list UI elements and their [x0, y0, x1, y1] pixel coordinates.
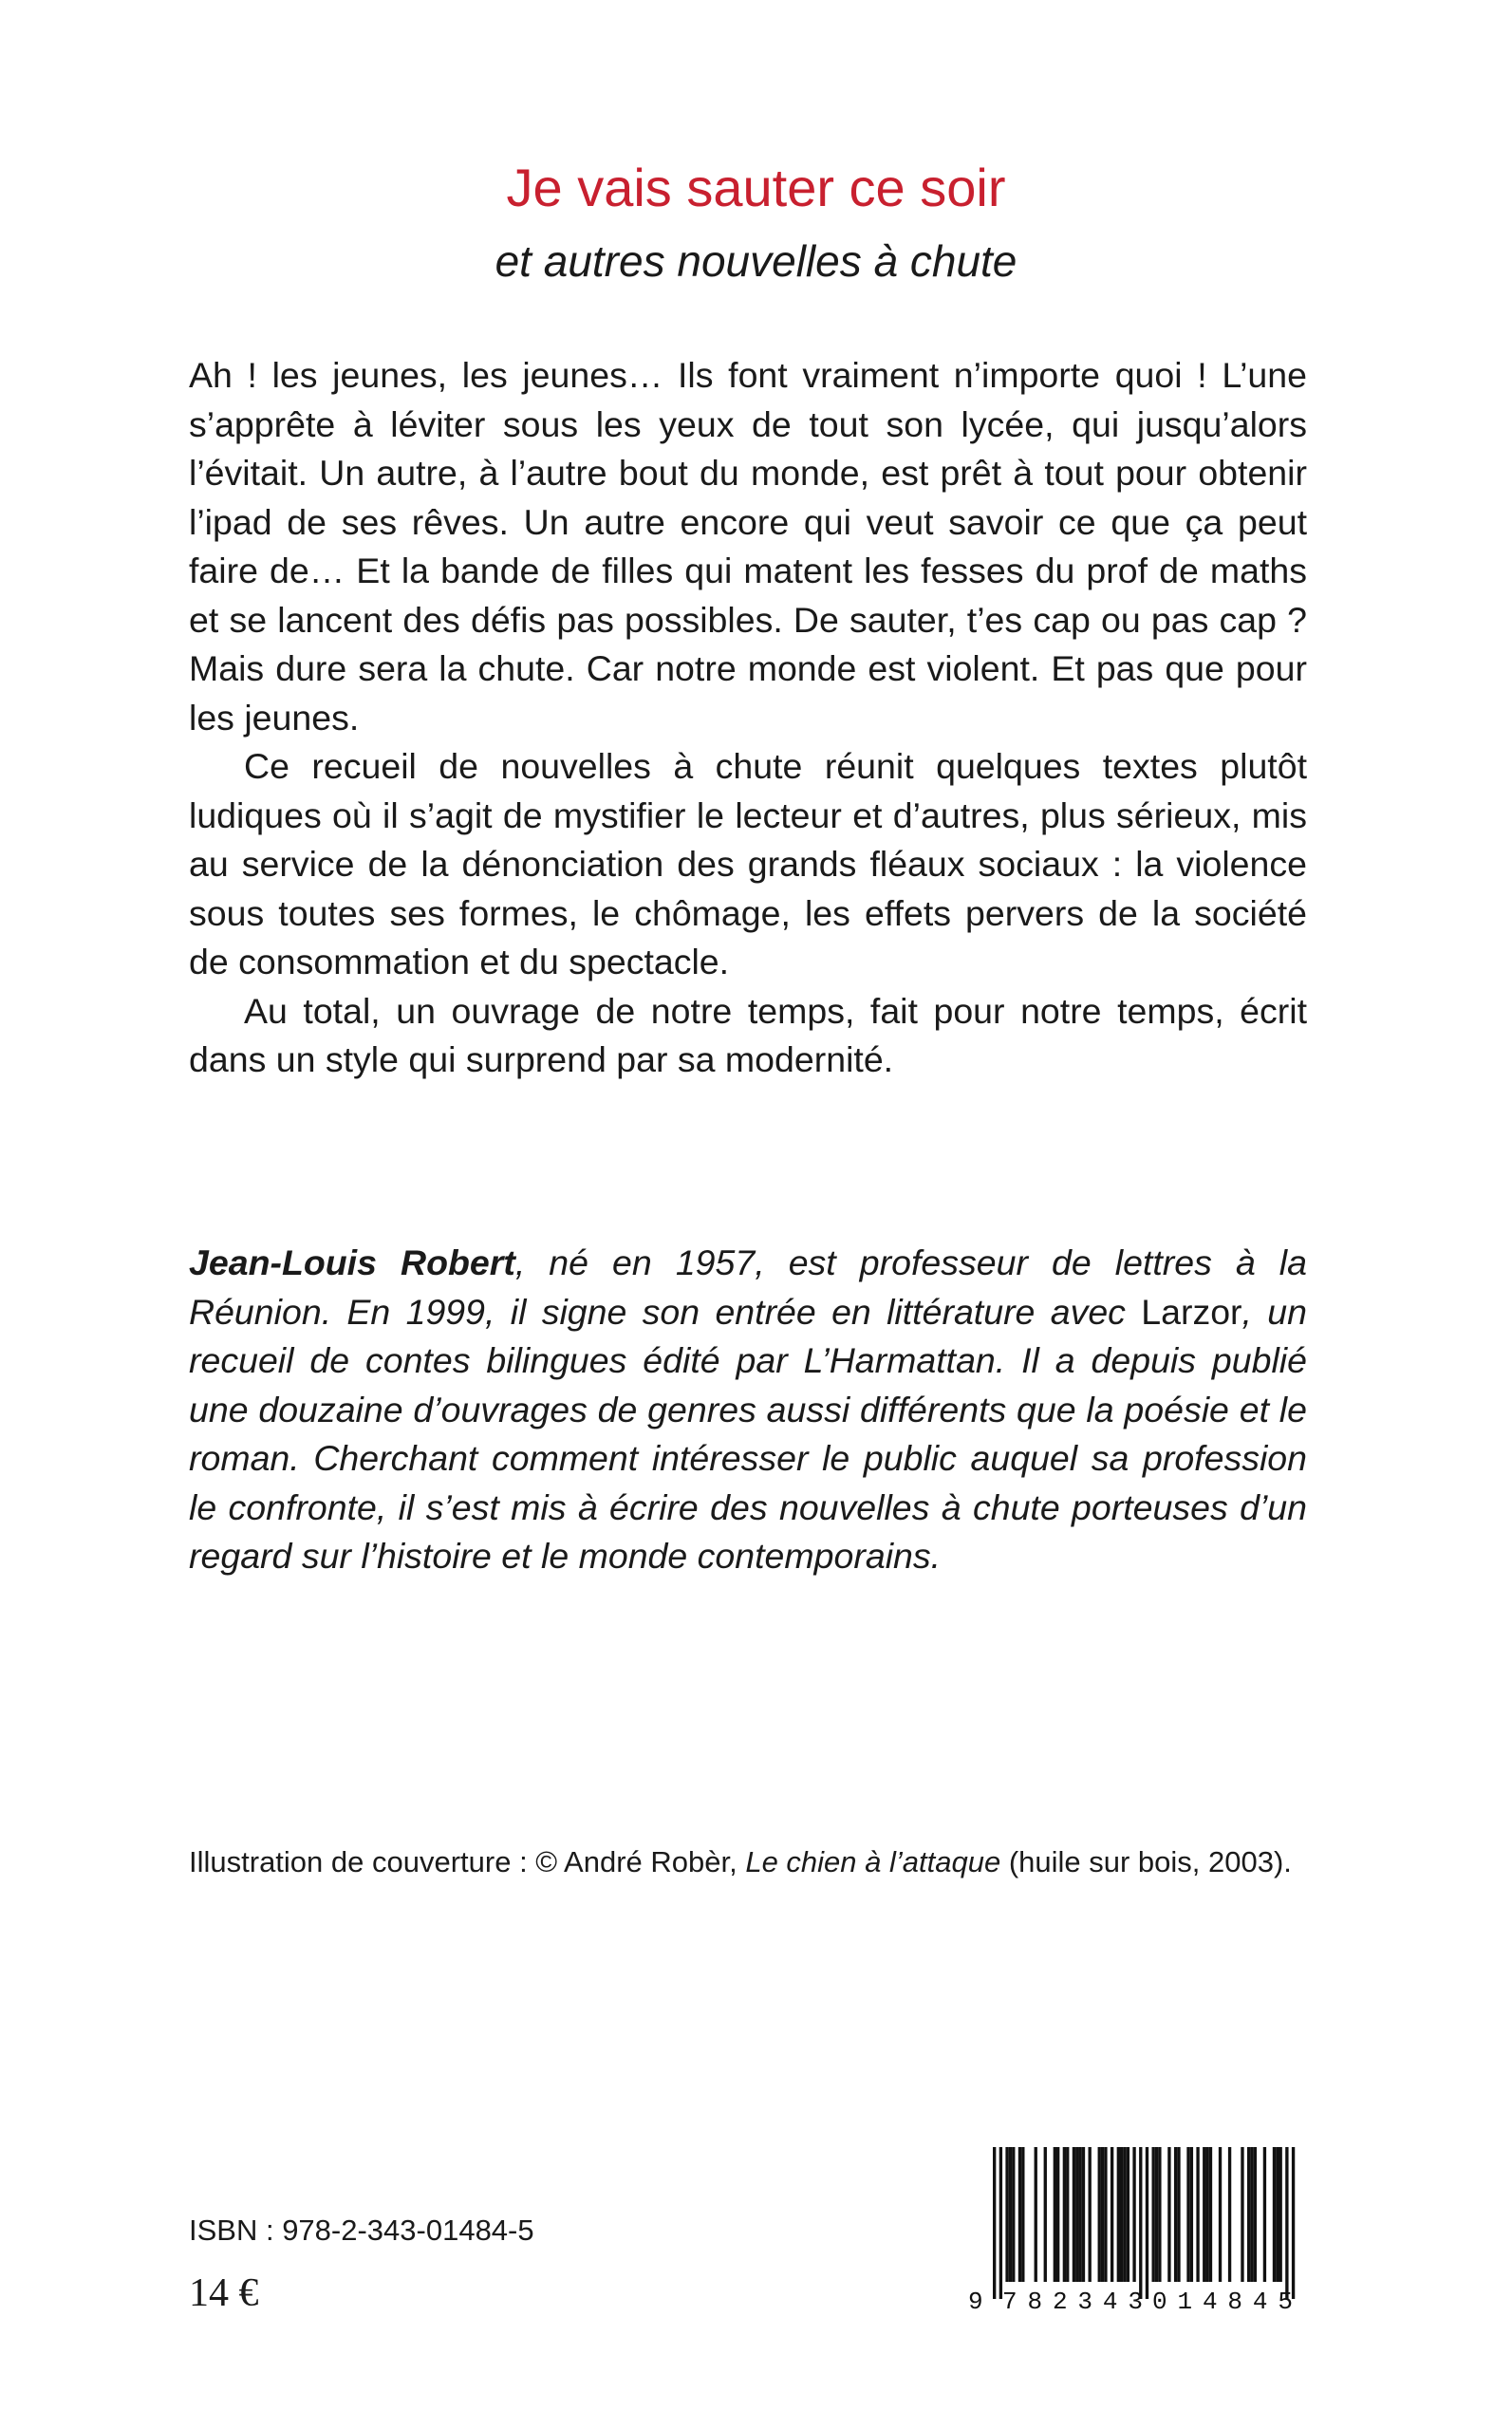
- barcode-bar: [1021, 2147, 1024, 2282]
- barcode-bar: [999, 2147, 1002, 2299]
- barcode-bar: [1132, 2147, 1135, 2282]
- book-title: Je vais sauter ce soir: [506, 158, 1006, 217]
- barcode-bar: [1247, 2147, 1250, 2282]
- barcode-bar: [1279, 2147, 1282, 2282]
- author-bio: [189, 1239, 1307, 1581]
- barcode-bar: [1009, 2147, 1012, 2282]
- blurb: [189, 351, 1307, 1085]
- barcode-left-digits: 782343: [1002, 2288, 1143, 2316]
- barcode-bar: [1292, 2147, 1295, 2299]
- barcode-bar: [1254, 2147, 1257, 2282]
- barcode-bar: [1005, 2147, 1008, 2282]
- isbn: ISBN : 978-2-343-01484-5: [189, 2214, 534, 2247]
- barcode-bar: [1111, 2147, 1113, 2282]
- blurb-paragraph-2: Ce recueil de nouvelles à chute réunit quelques textes plutôt ludiques où il s’agit de mystifier le lecteur et d’autres, plus sérieux, mis au service de la dénonciation des grands fléaux sociaux : la violence sous toutes ses formes, le chômage, les effets pervers de la société de consommation et du spectacle.: [189, 746, 1307, 981]
- barcode-bar: [1018, 2147, 1021, 2282]
- barcode-bar: [1241, 2147, 1243, 2282]
- blurb-paragraph-1: Ah ! les jeunes, les jeunes… Ils font vraiment n’importe quoi ! L’une s’apprête à léviter sous les yeux de tout son lycée, qui jusqu’alors l’évitait. Un autre, à l’autre bout du monde, est prêt à tout pour obtenir l’ipad de ses rêves. Un autre encore qui veut savoir ce que ça peut faire de… Et la bande de filles qui matent les fesses du prof de maths et se lancent des défis pas possibles. De sauter, t’es cap ou pas cap ? Mais dure sera la chute. Car notre monde est violent. Et pas que pour les jeunes.: [189, 355, 1307, 738]
- barcode-bar: [1123, 2147, 1126, 2282]
- barcode-bar: [1152, 2147, 1155, 2282]
- barcode-bar: [1054, 2147, 1056, 2282]
- barcode-bar: [1285, 2147, 1288, 2299]
- barcode-bar: [1012, 2147, 1015, 2282]
- bio-text-1: , né en 1957, est professeur de lettres à la Réunion. En 1999, il signe son entrée en littérature avec: [189, 1242, 1307, 1332]
- barcode-bar: [1190, 2147, 1193, 2282]
- barcode-bar: [1186, 2147, 1189, 2282]
- credit-suffix: (huile sur bois, 2003).: [1000, 1845, 1292, 1878]
- barcode-bar: [1219, 2147, 1222, 2282]
- barcode-bar: [1276, 2147, 1279, 2282]
- barcode-bar: [1158, 2147, 1161, 2282]
- barcode-bar: [1066, 2147, 1069, 2282]
- barcode-bar: [1056, 2147, 1059, 2282]
- barcode-bar: [1177, 2147, 1180, 2282]
- barcode-bar: [1174, 2147, 1177, 2282]
- barcode-first-digit: 9: [968, 2288, 983, 2316]
- barcode-bar: [1120, 2147, 1123, 2282]
- barcode-bar: [1139, 2147, 1142, 2299]
- barcode: [966, 2147, 1310, 2318]
- author-name: Jean-Louis Robert: [189, 1242, 515, 1282]
- barcode-bar: [1104, 2147, 1107, 2282]
- barcode-bar: [1127, 2147, 1129, 2282]
- barcode-bar: [1263, 2147, 1266, 2282]
- barcode-bar: [1155, 2147, 1158, 2282]
- credit-work: Le chien à l’attaque: [745, 1845, 1001, 1878]
- barcode-bar: [1073, 2147, 1075, 2282]
- barcode-bar: [1063, 2147, 1066, 2282]
- barcode-bar: [1228, 2147, 1231, 2282]
- barcode-bar: [1250, 2147, 1253, 2282]
- barcode-bar: [1082, 2147, 1085, 2282]
- blurb-paragraph-3: Au total, un ouvrage de notre temps, fait pour notre temps, écrit dans un style qui surprend par sa modernité.: [189, 990, 1307, 1079]
- barcode-bar: [1089, 2147, 1092, 2282]
- barcode-bar: [1101, 2147, 1104, 2282]
- barcode-bars: [993, 2147, 1295, 2299]
- barcode-bar: [1078, 2147, 1081, 2282]
- price: 14 €: [189, 2271, 259, 2315]
- barcode-bar: [1203, 2147, 1205, 2282]
- barcode-bar: [1146, 2147, 1148, 2299]
- barcode-bar: [993, 2147, 996, 2299]
- barcode-bar: [1117, 2147, 1120, 2282]
- barcode-bar: [1167, 2147, 1170, 2282]
- illustration-credit: [189, 1841, 1307, 1882]
- barcode-bar: [1044, 2147, 1047, 2282]
- barcode-bar: [1209, 2147, 1212, 2282]
- barcode-bar: [1273, 2147, 1276, 2282]
- barcode-bar: [1098, 2147, 1101, 2282]
- barcode-bar: [1035, 2147, 1037, 2282]
- book-subtitle: et autres nouvelles à chute: [495, 236, 1017, 286]
- credit-prefix: Illustration de couverture : © André Robèr,: [189, 1845, 746, 1878]
- barcode-bar: [1205, 2147, 1208, 2282]
- bio-book-title: Larzor: [1141, 1291, 1242, 1332]
- barcode-bar: [1196, 2147, 1199, 2282]
- bio-text-2: , un recueil de contes bilingues édité par L’Harmattan. Il a depuis publié une douzaine d’ouvrages de genres aussi différents que la poésie et le roman. Cherchant comment intéresser le public auquel sa profession le confronte, il s’est mis à écrire des nouvelles à chute porteuses d’un regard sur l’histoire et le monde contemporains.: [189, 1291, 1307, 1576]
- barcode-right-digits: 014845: [1152, 2288, 1293, 2316]
- barcode-bar: [1075, 2147, 1078, 2282]
